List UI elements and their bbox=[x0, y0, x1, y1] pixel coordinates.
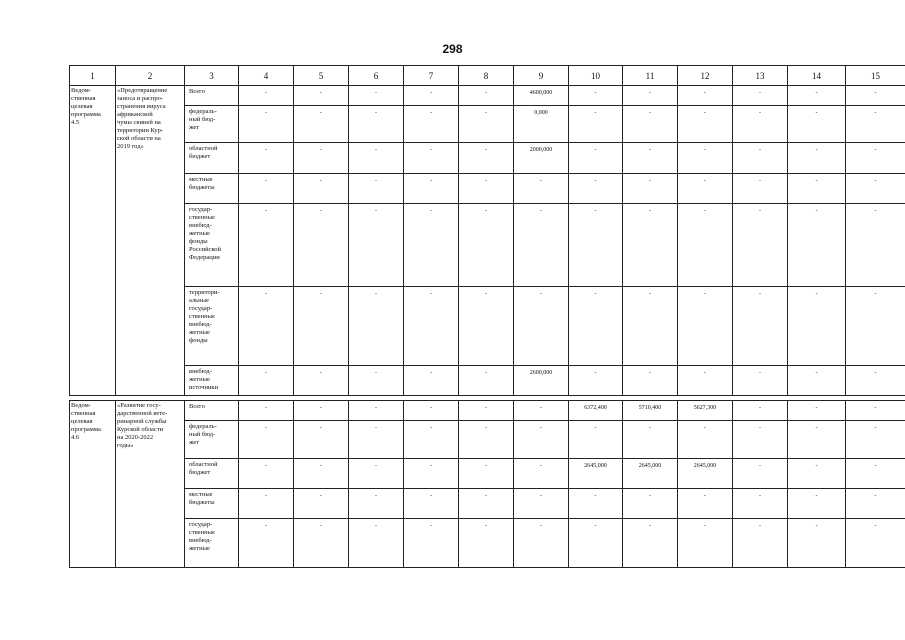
value-cell: - bbox=[569, 174, 623, 204]
value-cell: - bbox=[239, 174, 294, 204]
table-row bbox=[70, 401, 905, 421]
value-cell: - bbox=[404, 287, 459, 366]
value-cell: 5710,400 bbox=[623, 401, 678, 421]
value-cell: - bbox=[514, 421, 569, 459]
value-cell: - bbox=[459, 174, 514, 204]
value-cell: - bbox=[846, 287, 905, 366]
value-cell: - bbox=[846, 459, 905, 489]
value-cell: - bbox=[349, 106, 404, 143]
value-cell: - bbox=[733, 421, 788, 459]
value-cell: - bbox=[459, 421, 514, 459]
table-row bbox=[70, 287, 905, 366]
funding-source-cell: местные бюджеты bbox=[185, 489, 239, 519]
value-cell: - bbox=[846, 489, 905, 519]
funding-source-cell: Всего bbox=[185, 401, 239, 421]
value-cell: - bbox=[404, 86, 459, 106]
value-cell: - bbox=[294, 174, 349, 204]
value-cell: - bbox=[349, 519, 404, 568]
value-cell: - bbox=[733, 489, 788, 519]
value-cell: 2000,000 bbox=[514, 143, 569, 174]
value-cell: - bbox=[846, 519, 905, 568]
column-number-header: 13 bbox=[733, 66, 788, 86]
value-cell: - bbox=[678, 106, 733, 143]
value-cell: - bbox=[623, 86, 678, 106]
column-number-header: 3 bbox=[185, 66, 239, 86]
value-cell: - bbox=[678, 421, 733, 459]
value-cell: 0,000 bbox=[514, 106, 569, 143]
table-row bbox=[70, 489, 905, 519]
value-cell: - bbox=[569, 287, 623, 366]
value-cell: - bbox=[678, 519, 733, 568]
value-cell: - bbox=[294, 366, 349, 396]
value-cell: - bbox=[846, 204, 905, 287]
value-cell: - bbox=[514, 519, 569, 568]
column-number-header: 7 bbox=[404, 66, 459, 86]
value-cell: - bbox=[788, 401, 846, 421]
column-number-header: 12 bbox=[678, 66, 733, 86]
value-cell: - bbox=[733, 519, 788, 568]
value-cell: - bbox=[239, 287, 294, 366]
value-cell: - bbox=[733, 366, 788, 396]
column-number-header: 9 bbox=[514, 66, 569, 86]
value-cell: - bbox=[623, 143, 678, 174]
column-number-header: 14 bbox=[788, 66, 846, 86]
value-cell: 2645,000 bbox=[623, 459, 678, 489]
value-cell: - bbox=[349, 143, 404, 174]
value-cell: - bbox=[733, 106, 788, 143]
value-cell: - bbox=[623, 366, 678, 396]
value-cell: - bbox=[294, 401, 349, 421]
value-cell: - bbox=[846, 401, 905, 421]
value-cell: - bbox=[788, 143, 846, 174]
value-cell: 6372,400 bbox=[569, 401, 623, 421]
value-cell: - bbox=[349, 401, 404, 421]
value-cell: - bbox=[678, 174, 733, 204]
funding-source-cell: федераль- ный бюд- жет bbox=[185, 421, 239, 459]
value-cell: - bbox=[733, 174, 788, 204]
column-number-header: 5 bbox=[294, 66, 349, 86]
value-cell: - bbox=[404, 366, 459, 396]
value-cell: - bbox=[294, 287, 349, 366]
funding-source-cell: областной бюджет bbox=[185, 143, 239, 174]
program-label-cell: Ведом- ственная целевая программа 4.5 bbox=[70, 86, 116, 396]
value-cell: - bbox=[846, 143, 905, 174]
column-number-header: 8 bbox=[459, 66, 514, 86]
value-cell: - bbox=[459, 204, 514, 287]
value-cell: - bbox=[678, 489, 733, 519]
value-cell: - bbox=[459, 459, 514, 489]
value-cell: - bbox=[569, 421, 623, 459]
value-cell: - bbox=[678, 143, 733, 174]
value-cell: - bbox=[294, 143, 349, 174]
program-title-cell: «Предотвращение заноса и распро- странения вируса африканской чумы свиней на территории Кур- ской области на 2019 год» bbox=[116, 86, 185, 396]
value-cell: - bbox=[294, 204, 349, 287]
value-cell: - bbox=[459, 143, 514, 174]
value-cell: - bbox=[294, 519, 349, 568]
value-cell: - bbox=[349, 459, 404, 489]
table-row bbox=[70, 204, 905, 287]
value-cell: - bbox=[846, 106, 905, 143]
value-cell: - bbox=[239, 421, 294, 459]
value-cell: - bbox=[733, 401, 788, 421]
value-cell: - bbox=[349, 86, 404, 106]
value-cell: - bbox=[404, 174, 459, 204]
value-cell: - bbox=[678, 366, 733, 396]
value-cell: - bbox=[404, 143, 459, 174]
value-cell: - bbox=[459, 489, 514, 519]
value-cell: - bbox=[788, 366, 846, 396]
value-cell: - bbox=[788, 287, 846, 366]
value-cell: - bbox=[459, 287, 514, 366]
value-cell: - bbox=[514, 174, 569, 204]
value-cell: - bbox=[404, 459, 459, 489]
value-cell: - bbox=[623, 204, 678, 287]
value-cell: - bbox=[349, 174, 404, 204]
funding-source-cell: территори- альные государ- ственные внебюд- жетные фонды bbox=[185, 287, 239, 366]
value-cell: - bbox=[349, 489, 404, 519]
value-cell: - bbox=[239, 143, 294, 174]
budget-table bbox=[69, 65, 905, 568]
value-cell: - bbox=[733, 204, 788, 287]
value-cell: - bbox=[788, 421, 846, 459]
value-cell: - bbox=[788, 519, 846, 568]
value-cell: - bbox=[733, 287, 788, 366]
value-cell: - bbox=[846, 174, 905, 204]
funding-source-cell: федераль- ный бюд- жет bbox=[185, 106, 239, 143]
value-cell: - bbox=[404, 204, 459, 287]
value-cell: - bbox=[459, 366, 514, 396]
value-cell: - bbox=[623, 489, 678, 519]
value-cell: - bbox=[404, 106, 459, 143]
value-cell: - bbox=[514, 459, 569, 489]
table-row bbox=[70, 459, 905, 489]
funding-source-cell: местные бюджеты bbox=[185, 174, 239, 204]
column-number-header: 6 bbox=[349, 66, 404, 86]
table-row bbox=[70, 143, 905, 174]
value-cell: - bbox=[788, 106, 846, 143]
value-cell: - bbox=[239, 106, 294, 143]
table-row bbox=[70, 519, 905, 568]
value-cell: - bbox=[514, 401, 569, 421]
table-row bbox=[70, 86, 905, 106]
table-row bbox=[70, 366, 905, 396]
value-cell: - bbox=[459, 106, 514, 143]
value-cell: - bbox=[569, 489, 623, 519]
value-cell: - bbox=[623, 287, 678, 366]
column-number-header: 15 bbox=[846, 66, 905, 86]
value-cell: - bbox=[239, 519, 294, 568]
table-row bbox=[70, 106, 905, 143]
column-number-header: 4 bbox=[239, 66, 294, 86]
table-row bbox=[70, 421, 905, 459]
value-cell: - bbox=[404, 421, 459, 459]
value-cell: - bbox=[569, 106, 623, 143]
value-cell: - bbox=[294, 86, 349, 106]
value-cell: 5627,300 bbox=[678, 401, 733, 421]
value-cell: - bbox=[239, 489, 294, 519]
value-cell: - bbox=[294, 421, 349, 459]
value-cell: - bbox=[294, 459, 349, 489]
value-cell: - bbox=[623, 519, 678, 568]
value-cell: - bbox=[788, 489, 846, 519]
value-cell: - bbox=[569, 143, 623, 174]
value-cell: - bbox=[349, 421, 404, 459]
program-label-cell: Ведом- ственная целевая программа 4.6 bbox=[70, 401, 116, 568]
column-number-header: 11 bbox=[623, 66, 678, 86]
value-cell: - bbox=[846, 86, 905, 106]
value-cell: 2600,000 bbox=[514, 366, 569, 396]
value-cell: - bbox=[459, 519, 514, 568]
value-cell: - bbox=[733, 86, 788, 106]
value-cell: - bbox=[349, 366, 404, 396]
value-cell: - bbox=[569, 86, 623, 106]
value-cell: - bbox=[404, 401, 459, 421]
value-cell: - bbox=[404, 489, 459, 519]
column-number-header: 2 bbox=[116, 66, 185, 86]
value-cell: - bbox=[239, 401, 294, 421]
value-cell: 2645,000 bbox=[678, 459, 733, 489]
column-number-header: 10 bbox=[569, 66, 623, 86]
value-cell: - bbox=[623, 106, 678, 143]
funding-source-cell: государ- ственные внебюд- жетные bbox=[185, 519, 239, 568]
value-cell: - bbox=[294, 489, 349, 519]
value-cell: - bbox=[569, 519, 623, 568]
funding-source-cell: государ- ственные внебюд- жетные фонды Российской Федерации bbox=[185, 204, 239, 287]
value-cell: - bbox=[733, 459, 788, 489]
value-cell: - bbox=[239, 366, 294, 396]
value-cell: - bbox=[678, 287, 733, 366]
value-cell: - bbox=[514, 287, 569, 366]
value-cell: - bbox=[349, 287, 404, 366]
value-cell: - bbox=[569, 366, 623, 396]
value-cell: - bbox=[239, 204, 294, 287]
value-cell: - bbox=[349, 204, 404, 287]
value-cell: - bbox=[846, 421, 905, 459]
value-cell: - bbox=[623, 421, 678, 459]
value-cell: - bbox=[239, 459, 294, 489]
header-row bbox=[70, 66, 905, 86]
value-cell: - bbox=[239, 86, 294, 106]
value-cell: - bbox=[733, 143, 788, 174]
value-cell: - bbox=[788, 204, 846, 287]
value-cell: - bbox=[459, 401, 514, 421]
value-cell: - bbox=[678, 204, 733, 287]
value-cell: - bbox=[459, 86, 514, 106]
funding-source-cell: внебюд- жетные источники bbox=[185, 366, 239, 396]
value-cell: - bbox=[788, 459, 846, 489]
value-cell: - bbox=[788, 174, 846, 204]
value-cell: - bbox=[514, 204, 569, 287]
value-cell: - bbox=[294, 106, 349, 143]
value-cell: - bbox=[514, 489, 569, 519]
page-number: 298 bbox=[442, 42, 463, 56]
funding-source-cell: областной бюджет bbox=[185, 459, 239, 489]
value-cell: - bbox=[623, 174, 678, 204]
value-cell: - bbox=[678, 86, 733, 106]
funding-source-cell: Всего bbox=[185, 86, 239, 106]
value-cell: - bbox=[569, 204, 623, 287]
value-cell: - bbox=[846, 366, 905, 396]
value-cell: 2645,000 bbox=[569, 459, 623, 489]
value-cell: - bbox=[404, 519, 459, 568]
program-title-cell: «Развитие госу- дарственной вете- ринарной службы Курской области на 2020-2022 годы» bbox=[116, 401, 185, 568]
column-number-header: 1 bbox=[70, 66, 116, 86]
value-cell: - bbox=[788, 86, 846, 106]
value-cell: 4600,000 bbox=[514, 86, 569, 106]
table-row bbox=[70, 174, 905, 204]
